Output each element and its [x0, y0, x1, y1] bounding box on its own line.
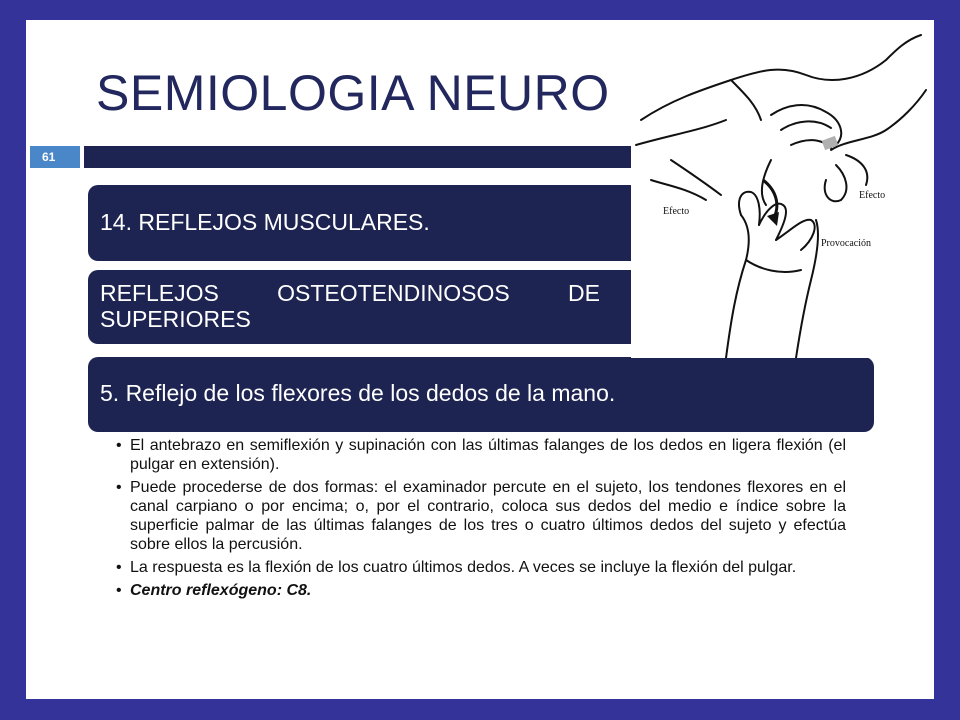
bullet-list — [116, 436, 846, 604]
subheading-line1 — [100, 280, 600, 306]
bullet-text: El antebrazo en semiflexión y supinación con las últimas falanges de los dedos en ligera flexión (el pulgar en extensión). — [130, 437, 846, 473]
section-box-reflejo-flexores — [88, 357, 874, 432]
bullet-dot: • — [116, 559, 122, 576]
list-item — [116, 581, 846, 600]
list-item — [116, 478, 846, 554]
slide — [26, 20, 934, 699]
subheading-word: REFLEJOS — [100, 280, 219, 306]
bullet-dot: • — [116, 582, 122, 599]
section-heading: 14. REFLEJOS MUSCULARES. — [100, 209, 430, 235]
bullet-text: La respuesta es la flexión de los cuatro últimos dedos. A veces se incluye la flexión del pulgar. — [130, 559, 797, 576]
subheading-word: OSTEOTENDINOSOS — [277, 280, 510, 306]
hands-reflex-illustration — [631, 20, 934, 358]
bullet-dot: • — [116, 437, 122, 454]
label-efecto-right: Efecto — [859, 190, 886, 201]
list-item — [116, 436, 846, 474]
subheading-word: DE — [568, 280, 600, 306]
subheading-line2: SUPERIORES — [100, 306, 251, 332]
hand-drawing-icon — [631, 20, 934, 358]
page-number-badge: 61 — [30, 146, 80, 168]
label-efecto-left: Efecto — [663, 206, 690, 217]
list-item — [116, 558, 846, 577]
bullet-text-reflex-center: Centro reflexógeno: C8. — [130, 582, 312, 599]
label-provocacion: Provocación — [821, 238, 871, 249]
bullet-text: Puede procederse de dos formas: el examinador percute en el sujeto, los tendones flexores en el canal carpiano o por encima; o, por el contrario, coloca sus dedos del medio e índice sobre la superficie palmar de las últimas falanges de los tres o cuatro últimos dedos del sujeto y efectúa sobre ellos la percusión. — [130, 479, 846, 553]
slide-title: SEMIOLOGIA NEURO — [96, 65, 610, 121]
reflex-heading: 5. Reflejo de los flexores de los dedos de la mano. — [100, 380, 616, 406]
bullet-dot: • — [116, 479, 122, 496]
